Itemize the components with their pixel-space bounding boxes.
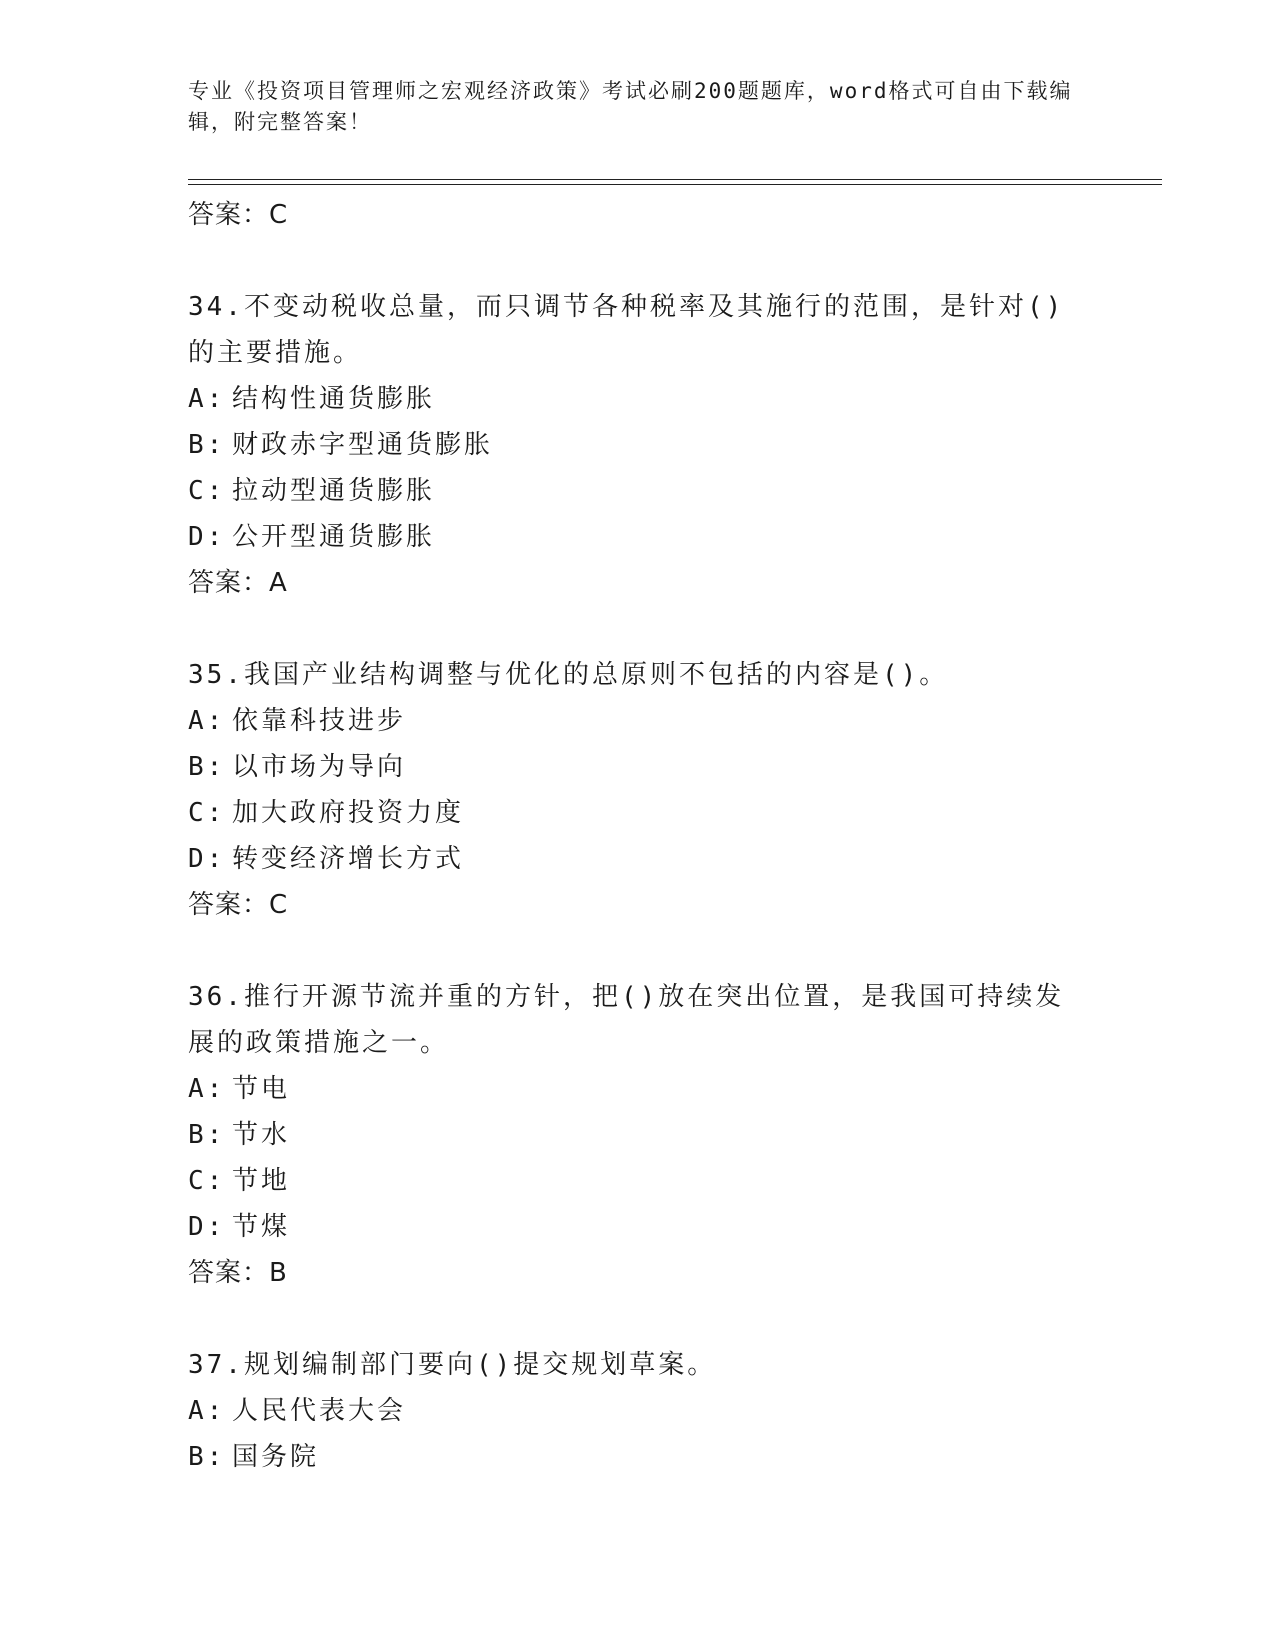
option-text: 财政赤字型通货膨胀 [232,430,494,460]
answer-value: B [269,1258,288,1288]
option-letter: C: [188,476,226,506]
answer-value: C [269,890,289,920]
option-row [188,514,1088,560]
question-number: 37. [188,1350,244,1380]
question-block [188,652,1088,928]
option-letter: D: [188,1212,226,1242]
option-row [188,744,1088,790]
header-rule-top [188,179,1162,180]
question-number: 34. [188,292,244,322]
answer-line [188,560,1088,606]
option-row [188,468,1088,514]
question-spacer [188,1296,1088,1342]
option-text: 国务院 [232,1442,320,1472]
option-row [188,1388,1088,1434]
question-block [188,1342,1088,1480]
question-number: 36. [188,982,244,1012]
option-text: 节电 [232,1074,291,1104]
answer-line [188,882,1088,928]
question-list [188,192,1088,1480]
option-letter: A: [188,384,226,414]
answer-prefix: 答案： [188,200,270,230]
leading-answer [188,192,1088,238]
answer-prefix: 答案： [188,1258,270,1288]
option-text: 以市场为导向 [232,752,407,782]
question-spacer [188,606,1088,652]
option-row [188,376,1088,422]
option-letter: A: [188,1074,226,1104]
question-stem [188,1342,1088,1388]
option-text: 节地 [232,1166,291,1196]
option-text: 拉动型通货膨胀 [232,476,436,506]
question-spacer [188,238,1088,284]
question-stem [188,284,1088,376]
answer-value: C [269,200,289,230]
option-text: 节水 [232,1120,291,1150]
option-text: 人民代表大会 [232,1396,407,1426]
option-letter: B: [188,1120,226,1150]
question-number: 35. [188,660,244,690]
option-text: 节煤 [232,1212,291,1242]
option-text: 依靠科技进步 [232,706,407,736]
option-letter: B: [188,752,226,782]
option-letter: B: [188,1442,226,1472]
answer-prefix: 答案： [188,568,270,598]
question-block [188,284,1088,606]
option-row [188,836,1088,882]
question-stem [188,652,1088,698]
question-text: 推行开源节流并重的方针，把()放在突出位置，是我国可持续发展的政策措施之一。 [188,982,1065,1058]
option-row [188,698,1088,744]
question-text: 不变动税收总量，而只调节各种税率及其施行的范围，是针对()的主要措施。 [188,292,1065,368]
option-letter: C: [188,798,226,828]
option-text: 结构性通货膨胀 [232,384,436,414]
answer-value: A [269,568,288,598]
question-text: 我国产业结构调整与优化的总原则不包括的内容是()。 [243,660,949,690]
option-row [188,1434,1088,1480]
option-letter: B: [188,430,226,460]
question-block [188,974,1088,1296]
option-letter: C: [188,1166,226,1196]
question-spacer [188,928,1088,974]
option-letter: D: [188,522,226,552]
option-row [188,422,1088,468]
option-row [188,1066,1088,1112]
option-letter: D: [188,844,226,874]
option-row [188,1204,1088,1250]
option-text: 公开型通货膨胀 [232,522,436,552]
option-row [188,1158,1088,1204]
document-header: 专业《投资项目管理师之宏观经济政策》考试必刷200题题库，word格式可自由下载编辑，附完整答案！ [188,79,1073,134]
question-stem [188,974,1088,1066]
option-letter: A: [188,1396,226,1426]
option-text: 转变经济增长方式 [232,844,465,874]
header-rule-bottom [188,184,1162,185]
answer-line [188,1250,1088,1296]
option-letter: A: [188,706,226,736]
option-row [188,790,1088,836]
question-text: 规划编制部门要向()提交规划草案。 [243,1350,717,1380]
option-row [188,1112,1088,1158]
answer-prefix: 答案： [188,890,270,920]
option-text: 加大政府投资力度 [232,798,465,828]
